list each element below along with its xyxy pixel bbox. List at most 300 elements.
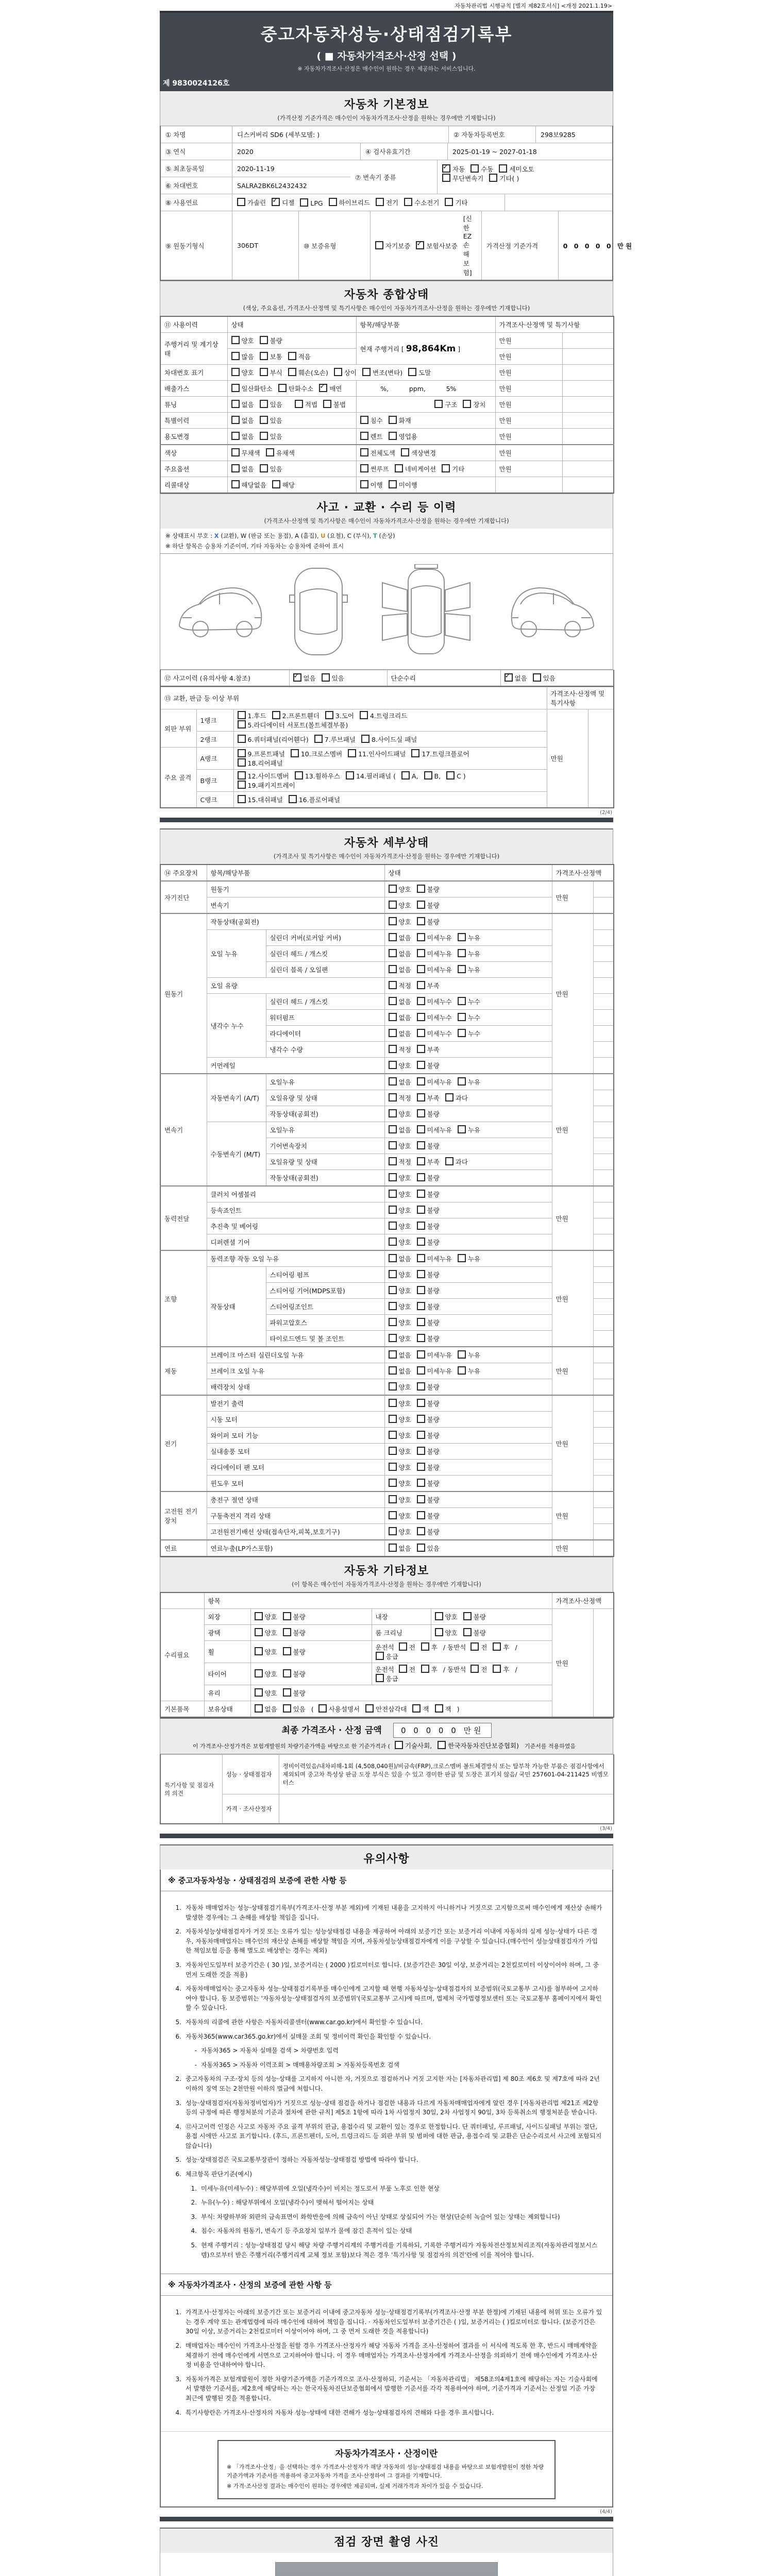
checkbox-unchecked[interactable] [389, 1350, 397, 1359]
checkbox-label: 양호 [398, 1496, 411, 1504]
checkbox-unchecked[interactable] [434, 400, 443, 408]
checkbox-unchecked[interactable] [334, 368, 342, 376]
checkbox-label: 불량 [427, 1174, 440, 1182]
emission-price: 만원 [495, 381, 562, 397]
checkbox-unchecked[interactable] [389, 1270, 397, 1278]
checkbox-unchecked[interactable] [417, 1077, 425, 1086]
checkbox-unchecked[interactable] [360, 480, 368, 488]
checkbox-unchecked[interactable] [231, 352, 240, 360]
checkbox-checked[interactable] [293, 673, 301, 682]
checkbox-checked[interactable] [416, 241, 424, 249]
checkbox-unchecked[interactable] [458, 1350, 466, 1359]
checkbox-unchecked[interactable] [442, 174, 450, 182]
checkbox-unchecked[interactable] [389, 933, 397, 941]
legend-part: C [347, 532, 351, 539]
checkbox-unchecked[interactable] [255, 1688, 263, 1697]
checkbox-unchecked[interactable] [389, 1222, 397, 1230]
checkbox-unchecked[interactable] [389, 1157, 397, 1165]
checkbox-item [417, 1206, 440, 1215]
checkbox-unchecked[interactable] [360, 416, 368, 424]
checkbox-unchecked[interactable] [376, 198, 384, 206]
checkbox-unchecked[interactable] [346, 771, 354, 779]
checkbox-unchecked[interactable] [348, 749, 356, 757]
checkbox-item [231, 352, 254, 361]
checkbox-unchecked[interactable] [231, 336, 240, 344]
checkbox-unchecked[interactable] [389, 949, 397, 957]
checkbox-label: 매연 [329, 385, 342, 393]
checkbox-unchecked[interactable] [389, 1382, 397, 1391]
checkbox-unchecked[interactable] [231, 400, 240, 408]
checkbox-item [389, 1157, 411, 1166]
checkbox-unchecked[interactable] [445, 198, 453, 206]
checkbox-unchecked[interactable] [417, 1447, 425, 1455]
checkbox-checked[interactable] [319, 384, 327, 392]
checkbox-item [322, 673, 344, 683]
checkbox-label: 불량 [427, 1416, 440, 1423]
final-price-note [160, 1741, 613, 1750]
checkbox-item [442, 464, 464, 473]
checkbox-unchecked[interactable] [389, 901, 397, 909]
checkbox-unchecked[interactable] [272, 711, 280, 719]
checkbox-unchecked[interactable] [288, 368, 296, 376]
item-label: 브레이크 마스터 실린더오일 누유 [207, 1347, 384, 1363]
checkbox-unchecked[interactable] [231, 416, 240, 424]
checkbox-unchecked[interactable] [417, 1206, 425, 1214]
checkbox-unchecked[interactable] [322, 673, 330, 682]
checkbox-unchecked[interactable] [458, 1013, 466, 1021]
checkbox-unchecked[interactable] [389, 1093, 397, 1101]
checkbox-unchecked[interactable] [238, 795, 246, 803]
checkbox-unchecked[interactable] [325, 711, 333, 719]
checkbox-unchecked[interactable] [470, 1665, 479, 1673]
checkbox-unchecked[interactable] [283, 1669, 291, 1677]
checkbox-item [389, 997, 411, 1006]
checkbox-item [360, 464, 389, 473]
checkbox-unchecked[interactable] [445, 1157, 453, 1165]
checkbox-label: 불량 [427, 1480, 440, 1487]
checkbox-unchecked[interactable] [463, 1612, 472, 1620]
checkbox-item [237, 198, 266, 207]
checkbox-unchecked[interactable] [278, 384, 287, 392]
checkbox-unchecked[interactable] [389, 1447, 397, 1455]
checkbox-item [376, 198, 398, 207]
checkbox-unchecked[interactable] [255, 1628, 263, 1636]
checkbox-unchecked[interactable] [417, 1415, 425, 1423]
checkbox-unchecked[interactable] [463, 1628, 472, 1636]
checkbox-unchecked[interactable] [283, 1647, 291, 1655]
checkbox-unchecked[interactable] [417, 901, 425, 909]
checkbox-item [417, 1270, 440, 1279]
checkbox-item [499, 164, 534, 174]
device-group-label: 고전원 전기장치 [160, 1492, 207, 1540]
checkbox-unchecked[interactable] [389, 1238, 397, 1246]
checkbox-unchecked[interactable] [365, 1704, 374, 1713]
checkbox-unchecked[interactable] [260, 416, 268, 424]
checkbox-checked[interactable] [505, 673, 513, 682]
checkbox-unchecked[interactable] [389, 981, 397, 989]
checkbox-unchecked[interactable] [360, 432, 368, 440]
checkbox-unchecked[interactable] [360, 464, 368, 472]
checkbox-unchecked[interactable] [389, 1544, 397, 1552]
checkbox-unchecked[interactable] [389, 1463, 397, 1471]
interior-label: 내장 [372, 1609, 431, 1625]
checkbox-item [458, 1254, 480, 1263]
checkbox-unchecked[interactable] [389, 1495, 397, 1503]
checkbox-unchecked[interactable] [389, 1045, 397, 1053]
recall-items [356, 477, 495, 494]
checkbox-unchecked[interactable] [470, 164, 479, 173]
checkbox-unchecked[interactable] [283, 1688, 291, 1697]
item-state [384, 1250, 552, 1267]
checkbox-unchecked[interactable] [417, 1350, 425, 1359]
checkbox-unchecked[interactable] [417, 949, 425, 957]
checkbox-unchecked[interactable] [417, 1173, 425, 1181]
checkbox-unchecked[interactable] [438, 1741, 446, 1749]
checkbox-unchecked[interactable] [417, 1399, 425, 1407]
checkbox-unchecked[interactable] [458, 1029, 466, 1037]
checkbox-unchecked[interactable] [389, 1511, 397, 1519]
checkbox-unchecked[interactable] [389, 997, 397, 1005]
checkbox-item [417, 917, 440, 926]
inline-text: ( [311, 1705, 314, 1713]
checkbox-unchecked[interactable] [421, 1665, 429, 1673]
checkbox-label: 7.루브패널 [324, 736, 356, 743]
section-accident-header [160, 494, 613, 529]
checkbox-label: 누수 [467, 1030, 481, 1038]
group-note-cell [593, 1074, 614, 1090]
checkbox-unchecked[interactable] [458, 1077, 466, 1086]
checkbox-unchecked[interactable] [424, 771, 432, 779]
checkbox-unchecked[interactable] [417, 1382, 425, 1391]
checkbox-unchecked[interactable] [314, 735, 323, 743]
main-options-state [227, 461, 356, 477]
checkbox-unchecked[interactable] [376, 1652, 384, 1660]
checkbox-unchecked[interactable] [389, 416, 397, 424]
checkbox-unchecked[interactable] [435, 1612, 443, 1620]
checkbox-unchecked[interactable] [395, 1741, 403, 1749]
checkbox-item [255, 1669, 277, 1679]
checkbox-unchecked[interactable] [417, 885, 425, 893]
checkbox-item [417, 1093, 440, 1103]
checkbox-unchecked[interactable] [417, 1222, 425, 1230]
group-note-cell [593, 1476, 614, 1492]
checkbox-unchecked[interactable] [389, 1173, 397, 1181]
checkbox-unchecked[interactable] [458, 965, 466, 973]
checkbox-unchecked[interactable] [395, 464, 403, 472]
notice-item-number: 5. [191, 2242, 197, 2249]
checkbox-label: 네비게이션 [405, 465, 436, 473]
inspection-period-value: 2025-01-19 ~ 2027-01-18 [452, 147, 537, 156]
checkbox-unchecked[interactable] [266, 448, 274, 456]
checkbox-unchecked[interactable] [389, 917, 397, 925]
checkbox-unchecked[interactable] [417, 1366, 425, 1375]
checkbox-unchecked[interactable] [417, 1157, 425, 1165]
checkbox-unchecked[interactable] [417, 1109, 425, 1117]
checkbox-unchecked[interactable] [417, 1544, 425, 1552]
checkbox-checked[interactable] [442, 164, 450, 173]
checkbox-unchecked[interactable] [417, 1254, 425, 1262]
checkbox-unchecked[interactable] [291, 749, 299, 757]
checkbox-unchecked[interactable] [260, 336, 268, 344]
checkbox-unchecked[interactable] [283, 1628, 291, 1636]
checkbox-unchecked[interactable] [417, 933, 425, 941]
checkbox-unchecked[interactable] [458, 949, 466, 957]
sub-item-label: 타이로드엔드 및 볼 조인트 [266, 1331, 384, 1347]
item-label: 오일 유량 [207, 978, 384, 994]
checkbox-unchecked[interactable] [283, 1704, 291, 1713]
checkbox-unchecked[interactable] [237, 198, 245, 206]
checkbox-unchecked[interactable] [458, 1366, 466, 1375]
checkbox-label: 수소전기 [414, 199, 440, 207]
checkbox-unchecked[interactable] [417, 1495, 425, 1503]
checkbox-unchecked[interactable] [389, 1190, 397, 1198]
checkbox-label: 불량 [293, 1629, 306, 1637]
checkbox-unchecked[interactable] [417, 1125, 425, 1133]
checkbox-unchecked[interactable] [376, 1674, 384, 1682]
checkbox-unchecked[interactable] [238, 735, 246, 743]
checkbox-unchecked[interactable] [408, 368, 416, 376]
checkbox-unchecked[interactable] [417, 965, 425, 973]
checkbox-unchecked[interactable] [458, 933, 466, 941]
checkbox-unchecked[interactable] [417, 1093, 425, 1101]
checkbox-unchecked[interactable] [401, 771, 410, 779]
group-note-cell [593, 1315, 614, 1331]
mileage-note-cell-2 [562, 349, 614, 365]
checkbox-label: 색상변경 [411, 449, 436, 457]
checkbox-unchecked[interactable] [295, 400, 303, 408]
checkbox-unchecked[interactable] [323, 400, 331, 408]
checkbox-unchecked[interactable] [442, 464, 450, 472]
item-label: 충전구 절연 상태 [207, 1492, 384, 1508]
checkbox-unchecked[interactable] [417, 1286, 425, 1294]
section-accident-subtitle: (가격조사·산정액 및 특기사항은 매수인이 자동차가격조사·산정을 원하는 경우에만 기재합니다) [264, 517, 509, 524]
checkbox-unchecked[interactable] [389, 885, 397, 893]
checkbox-unchecked[interactable] [231, 448, 240, 456]
checkbox-unchecked[interactable] [255, 1612, 263, 1620]
checkbox-unchecked[interactable] [493, 1642, 501, 1651]
checkbox-item [255, 1628, 277, 1637]
checkbox-unchecked[interactable] [417, 917, 425, 925]
checkbox-unchecked[interactable] [389, 1077, 397, 1086]
checkbox-label: 무채색 [241, 449, 260, 457]
checkbox-item [389, 917, 411, 926]
checkbox-item [360, 711, 407, 720]
rankA-label: A랭크 [196, 748, 233, 770]
checkbox-unchecked[interactable] [499, 164, 507, 173]
checkbox-unchecked[interactable] [389, 1013, 397, 1021]
checkbox-unchecked[interactable] [411, 749, 419, 757]
vin-value: SALRA2BK6L2432432 [237, 181, 307, 190]
checkbox-unchecked[interactable] [272, 480, 280, 488]
item-label: 오일 누유 [207, 930, 266, 978]
checkbox-label: 양호 [241, 337, 254, 345]
checkbox-item [463, 1612, 486, 1621]
checkbox-unchecked[interactable] [238, 720, 246, 728]
checkbox-unchecked[interactable] [417, 1463, 425, 1471]
notice-item [170, 2018, 603, 2027]
checkbox-unchecked[interactable] [389, 1109, 397, 1117]
checkbox-unchecked[interactable] [417, 1431, 425, 1439]
checkbox-item [417, 1350, 452, 1360]
checkbox-unchecked[interactable] [435, 1628, 443, 1636]
item-label: 시동 모터 [207, 1412, 384, 1428]
checkbox-unchecked[interactable] [417, 1045, 425, 1053]
checkbox-label: 잭 [445, 1705, 451, 1713]
checkbox-unchecked[interactable] [362, 368, 371, 376]
checkbox-label: 없음 [398, 950, 411, 958]
emission-note-cell [562, 381, 614, 397]
final-price-label: 최종 가격조사 · 산정 금액 [281, 1725, 382, 1736]
checkbox-unchecked[interactable] [318, 1704, 327, 1713]
sub-item-label: 실린더 커버(로커암 커버) [266, 930, 384, 946]
checkbox-label: 전 [409, 1643, 415, 1651]
checkbox-unchecked[interactable] [288, 352, 296, 360]
checkbox-unchecked[interactable] [389, 1286, 397, 1294]
checkbox-unchecked[interactable] [417, 1318, 425, 1326]
checkbox-unchecked[interactable] [445, 1093, 453, 1101]
checkbox-unchecked[interactable] [231, 432, 240, 440]
checkbox-unchecked[interactable] [493, 1665, 501, 1673]
inspection-photo-front [275, 2562, 498, 2576]
checkbox-unchecked[interactable] [389, 1254, 397, 1262]
checkbox-unchecked[interactable] [238, 711, 246, 719]
checkbox-unchecked[interactable] [375, 241, 383, 249]
checkbox-item [334, 368, 357, 377]
checkbox-unchecked[interactable] [283, 1612, 291, 1620]
checkbox-label: 1.후드 [247, 712, 266, 720]
checkbox-unchecked[interactable] [360, 448, 368, 456]
checkbox-unchecked[interactable] [260, 352, 268, 360]
checkbox-unchecked[interactable] [389, 1318, 397, 1326]
checkbox-unchecked[interactable] [470, 1642, 479, 1651]
checkbox-unchecked[interactable] [255, 1704, 263, 1713]
checkbox-unchecked[interactable] [463, 400, 471, 408]
checkbox-unchecked[interactable] [417, 1479, 425, 1487]
checkbox-unchecked[interactable] [446, 771, 455, 779]
checkbox-unchecked[interactable] [389, 1431, 397, 1439]
checkbox-unchecked[interactable] [260, 432, 268, 440]
checkbox-unchecked[interactable] [389, 1302, 397, 1310]
checkbox-unchecked[interactable] [421, 1642, 429, 1651]
checkbox-label: 4.트렁크리드 [369, 712, 408, 720]
emission-values: %, ppm, 5% [356, 381, 495, 397]
checkbox-unchecked[interactable] [360, 711, 368, 719]
checkbox-unchecked[interactable] [417, 1527, 425, 1535]
checkbox-unchecked[interactable] [417, 981, 425, 989]
checkbox-unchecked[interactable] [231, 368, 240, 376]
checkbox-unchecked[interactable] [417, 1238, 425, 1246]
checkbox-checked[interactable] [272, 198, 280, 206]
checkbox-unchecked[interactable] [238, 781, 246, 789]
checkbox-unchecked[interactable] [389, 480, 397, 488]
checkbox-unchecked[interactable] [399, 1665, 407, 1673]
checkbox-unchecked[interactable] [389, 965, 397, 973]
color-state [227, 445, 356, 461]
checkbox-unchecked[interactable] [361, 735, 369, 743]
checkbox-unchecked[interactable] [417, 1061, 425, 1069]
checkbox-label: 하이브리드 [339, 199, 370, 207]
checkbox-unchecked[interactable] [238, 758, 246, 767]
group-note-cell [593, 1540, 614, 1556]
exchange-panel-table [160, 687, 614, 808]
checkbox-label: B, [434, 772, 441, 780]
sub-item-label: 스티어링 펌프 [266, 1267, 384, 1283]
checkbox-unchecked[interactable] [417, 1334, 425, 1342]
notice-item-text: 부식: 차량하부와 외판의 금속표면이 화학반응에 의해 금속이 아닌 상태로 상실되어 가는 현상(단순히 녹슬어 있는 상태는 제외합니다) [201, 2213, 560, 2221]
checkbox-unchecked[interactable] [401, 448, 409, 456]
checkbox-unchecked[interactable] [389, 1206, 397, 1214]
checkbox-unchecked[interactable] [458, 1254, 466, 1262]
checkbox-unchecked[interactable] [417, 1190, 425, 1198]
appraiser-opinion [279, 1794, 614, 1824]
basic-items-label: 기본품목 [160, 1701, 204, 1718]
checkbox-unchecked[interactable] [295, 771, 303, 779]
device-group-label: 조향 [160, 1250, 207, 1347]
checkbox-unchecked[interactable] [417, 1511, 425, 1519]
checkbox-unchecked[interactable] [458, 1125, 466, 1133]
base-price-label: 가격산정 기준가격 [482, 211, 559, 280]
group-note-cell [593, 1444, 614, 1460]
checkbox-unchecked[interactable] [231, 480, 240, 488]
checkbox-unchecked[interactable] [417, 1141, 425, 1149]
checkbox-unchecked[interactable] [489, 174, 497, 182]
checkbox-unchecked[interactable] [300, 198, 308, 207]
checkbox-unchecked[interactable] [389, 1366, 397, 1375]
checkbox-unchecked[interactable] [412, 1704, 421, 1713]
checkbox-item [417, 933, 452, 942]
checkbox-unchecked[interactable] [389, 1029, 397, 1037]
checkbox-unchecked[interactable] [389, 1399, 397, 1407]
checkbox-unchecked[interactable] [389, 1125, 397, 1133]
checkbox-label: 보험사보증 [426, 242, 458, 250]
checkbox-label: 전 [481, 1643, 488, 1651]
checkbox-unchecked[interactable] [435, 1704, 443, 1713]
group-note-cell [593, 897, 614, 914]
checkbox-unchecked[interactable] [231, 384, 240, 392]
checkbox-unchecked[interactable] [389, 1334, 397, 1342]
checkbox-unchecked[interactable] [458, 997, 466, 1005]
group-note-cell [593, 1395, 614, 1412]
checkbox-unchecked[interactable] [260, 464, 268, 472]
group-price: 만원 [552, 1540, 593, 1556]
checkbox-unchecked[interactable] [238, 771, 246, 779]
checkbox-unchecked[interactable] [533, 673, 541, 682]
checkbox-unchecked[interactable] [260, 368, 268, 376]
checkbox-unchecked[interactable] [255, 1669, 263, 1677]
checkbox-unchecked[interactable] [404, 198, 412, 206]
checkbox-unchecked[interactable] [389, 1141, 397, 1149]
checkbox-unchecked[interactable] [238, 749, 246, 757]
checkbox-unchecked[interactable] [329, 198, 337, 206]
checkbox-unchecked[interactable] [231, 464, 240, 472]
checkbox-unchecked[interactable] [255, 1647, 263, 1655]
checkbox-unchecked[interactable] [417, 1013, 425, 1021]
checkbox-unchecked[interactable] [389, 1061, 397, 1069]
checkbox-unchecked[interactable] [399, 1642, 407, 1651]
checkbox-unchecked[interactable] [417, 997, 425, 1005]
checkbox-unchecked[interactable] [417, 1302, 425, 1310]
checkbox-unchecked[interactable] [389, 1479, 397, 1487]
checkbox-unchecked[interactable] [289, 795, 297, 803]
checkbox-unchecked[interactable] [417, 1270, 425, 1278]
checkbox-unchecked[interactable] [389, 1527, 397, 1535]
checkbox-unchecked[interactable] [389, 1415, 397, 1423]
checkbox-item [445, 198, 467, 207]
checkbox-unchecked[interactable] [260, 400, 268, 408]
checkbox-item [291, 749, 342, 758]
checkbox-unchecked[interactable] [417, 1029, 425, 1037]
checkbox-unchecked[interactable] [389, 432, 397, 440]
